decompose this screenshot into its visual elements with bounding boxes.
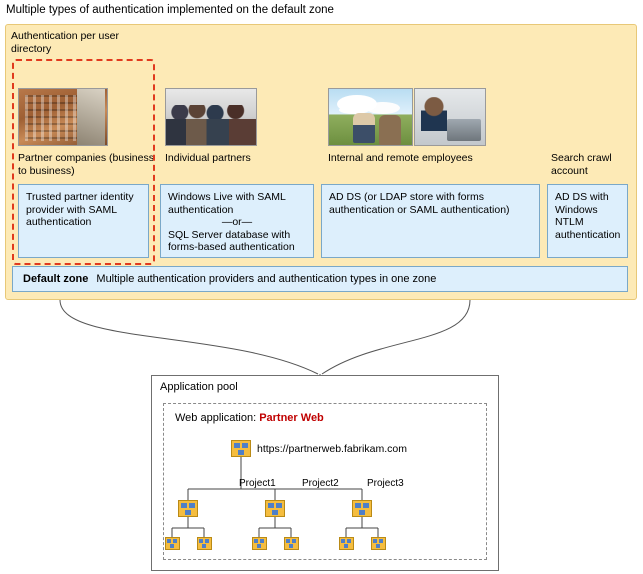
column-label-individual-partners: Individual partners	[165, 152, 251, 164]
default-zone-strip	[12, 266, 628, 292]
default-zone-text: Multiple authentication providers and authentication types in one zone	[96, 273, 437, 285]
site-icon-project1[interactable]	[178, 500, 198, 517]
application-pool-title: Application pool	[160, 381, 238, 393]
subsite-icon-project1-b[interactable]	[197, 537, 212, 550]
site-label-project3: Project3	[367, 478, 404, 489]
web-application-title	[175, 412, 324, 424]
laptop-user-photo	[414, 88, 486, 146]
auth-box-internal-employees: AD DS (or LDAP store with forms authentication or SAML authentication)	[321, 184, 540, 258]
auth-or-separator: —or—	[221, 216, 253, 228]
page-title: Multiple types of authentication implemented on the default zone	[6, 4, 334, 16]
office-building-photo	[18, 88, 108, 146]
subsite-icon-project2-a[interactable]	[252, 537, 267, 550]
column-label-search-crawl-account: Search crawl account	[551, 152, 612, 177]
outdoor-workers-photo	[328, 88, 413, 146]
web-application-url[interactable]: https://partnerweb.fabrikam.com	[257, 443, 407, 455]
subsite-icon-project1-a[interactable]	[165, 537, 180, 550]
site-label-project1: Project1	[239, 478, 276, 489]
site-label-project2: Project2	[302, 478, 339, 489]
auth-box-trusted-partner: Trusted partner identity provider with SAML authentication	[18, 184, 149, 258]
subsite-icon-project2-b[interactable]	[284, 537, 299, 550]
auth-box-individual-partners	[160, 184, 314, 258]
default-zone-label: Default zone	[23, 273, 89, 285]
site-icon-project2[interactable]	[265, 500, 285, 517]
auth-line-windows-live: Windows Live with SAML authentication	[168, 191, 286, 216]
column-label-internal-remote-employees: Internal and remote employees	[328, 152, 473, 164]
site-icon-root[interactable]	[231, 440, 251, 457]
auth-line-sql-server: SQL Server database with forms-based authentication	[168, 228, 295, 253]
zone-caption: Authentication per user directory	[11, 30, 119, 55]
web-application-name: Partner Web	[259, 412, 324, 424]
web-application-prefix: Web application:	[175, 412, 257, 424]
subsite-icon-project3-a[interactable]	[339, 537, 354, 550]
auth-box-search-crawl: AD DS with Windows NTLM authentication	[547, 184, 628, 258]
group-of-partners-photo	[165, 88, 257, 146]
site-icon-project3[interactable]	[352, 500, 372, 517]
column-label-partner-companies: Partner companies (business to business)	[18, 152, 154, 177]
subsite-icon-project3-b[interactable]	[371, 537, 386, 550]
